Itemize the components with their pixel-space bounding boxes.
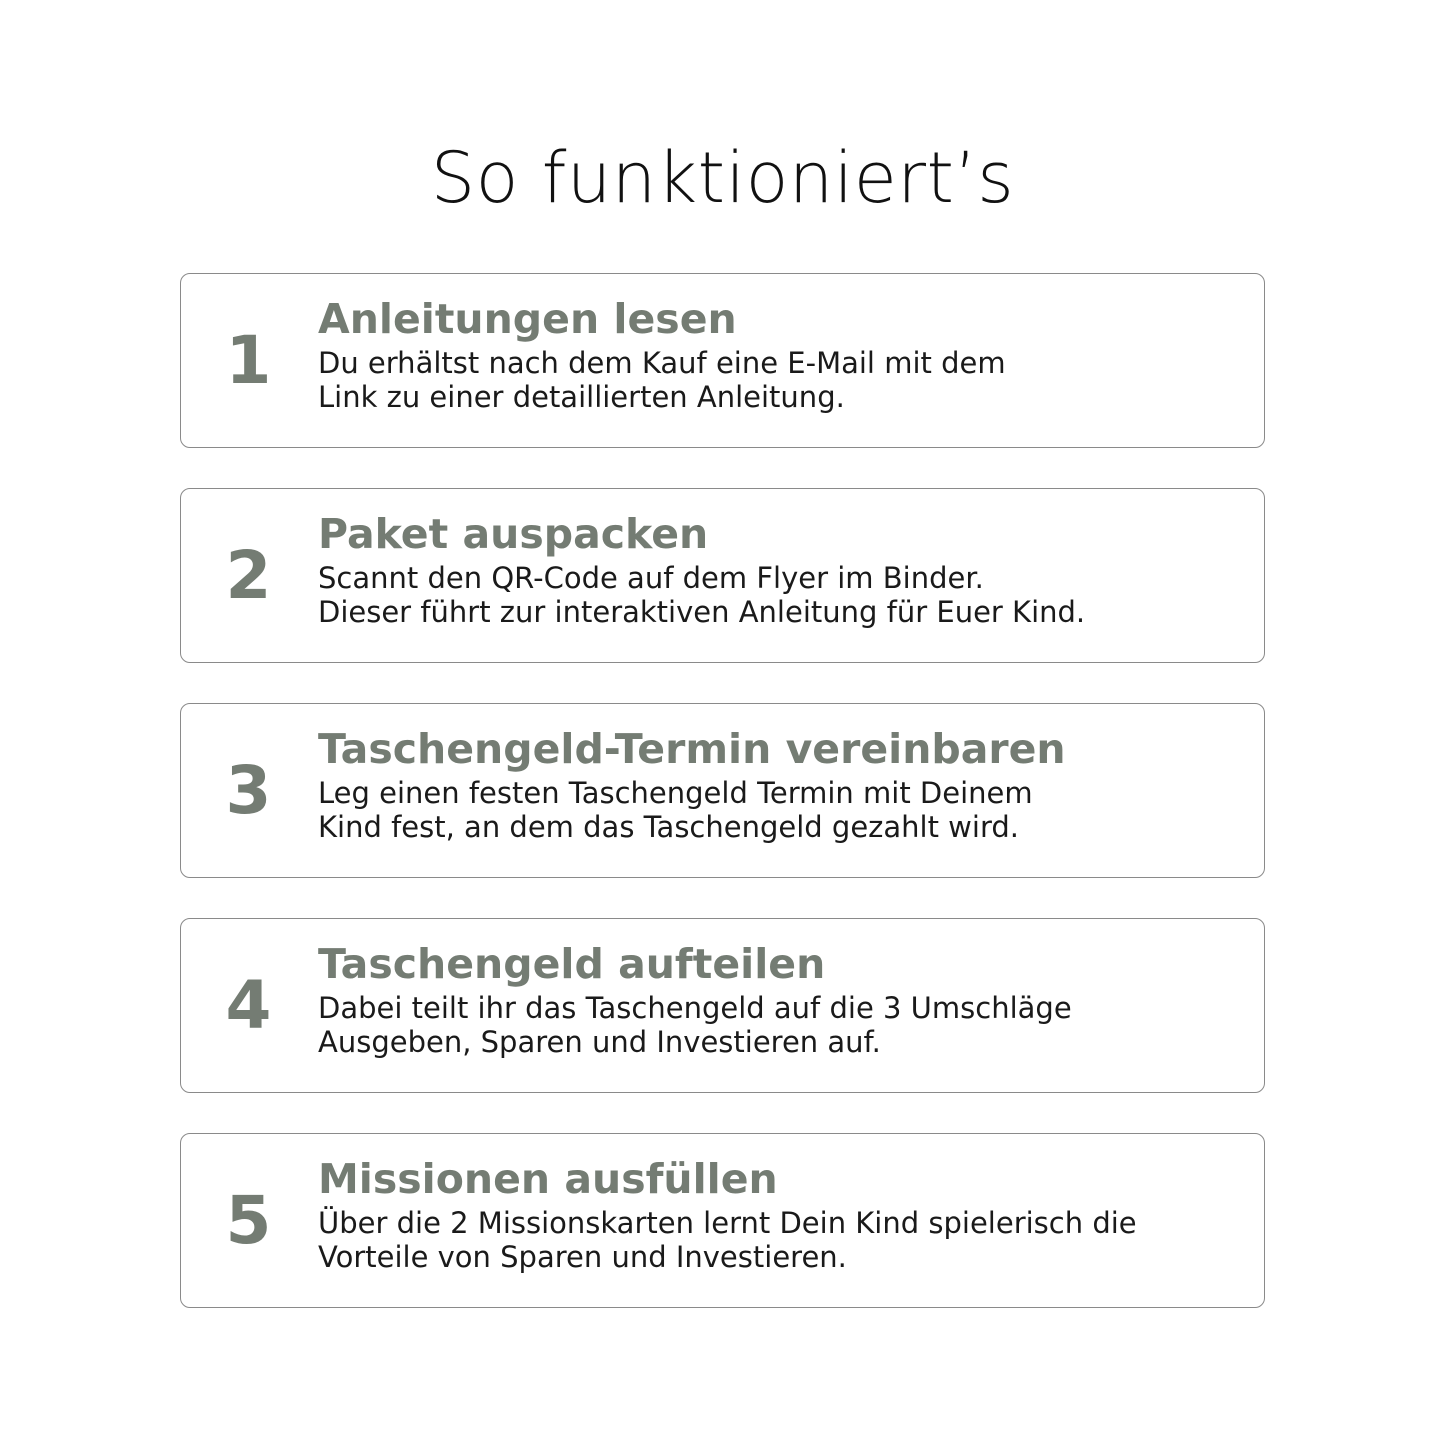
step-title: Missionen ausfüllen — [318, 1155, 778, 1203]
step-content — [318, 722, 1234, 844]
step-content — [318, 1152, 1234, 1274]
step-title: Anleitungen lesen — [318, 295, 737, 343]
step-number: 4 — [225, 966, 272, 1044]
step-content — [318, 937, 1234, 1059]
step-description-line: Ausgeben, Sparen und Investieren auf. — [318, 1025, 881, 1059]
steps-list — [180, 273, 1265, 1348]
step-description-line: Du erhältst nach dem Kauf eine E-Mail mit dem — [318, 346, 1006, 380]
page-title: So funktioniert’s — [430, 137, 1015, 219]
step-description-line: Leg einen festen Taschengeld Termin mit Deinem — [318, 776, 1033, 810]
step-card-3 — [180, 703, 1265, 878]
step-card-4 — [180, 918, 1265, 1093]
step-title: Taschengeld aufteilen — [318, 940, 826, 988]
step-description-line: Über die 2 Missionskarten lernt Dein Kind spielerisch die — [318, 1206, 1137, 1240]
step-number: 1 — [225, 321, 272, 399]
step-description-line: Scannt den QR-Code auf dem Flyer im Binder. — [318, 561, 984, 595]
step-description-line: Dieser führt zur interaktiven Anleitung für Euer Kind. — [318, 595, 1086, 629]
step-title: Taschengeld-Termin vereinbaren — [318, 725, 1066, 773]
step-card-2 — [180, 488, 1265, 663]
step-description-line: Kind fest, an dem das Taschengeld gezahlt wird. — [318, 810, 1019, 844]
step-description-line: Dabei teilt ihr das Taschengeld auf die 3 Umschläge — [318, 991, 1072, 1025]
step-number: 2 — [225, 536, 272, 614]
step-number: 3 — [225, 751, 272, 829]
step-number: 5 — [225, 1181, 272, 1259]
step-description-line: Link zu einer detaillierten Anleitung. — [318, 380, 845, 414]
step-description-line: Vorteile von Sparen und Investieren. — [318, 1240, 847, 1274]
step-card-5 — [180, 1133, 1265, 1308]
step-card-1 — [180, 273, 1265, 448]
step-content — [318, 507, 1234, 629]
step-title: Paket auspacken — [318, 510, 709, 558]
step-content — [318, 292, 1234, 414]
